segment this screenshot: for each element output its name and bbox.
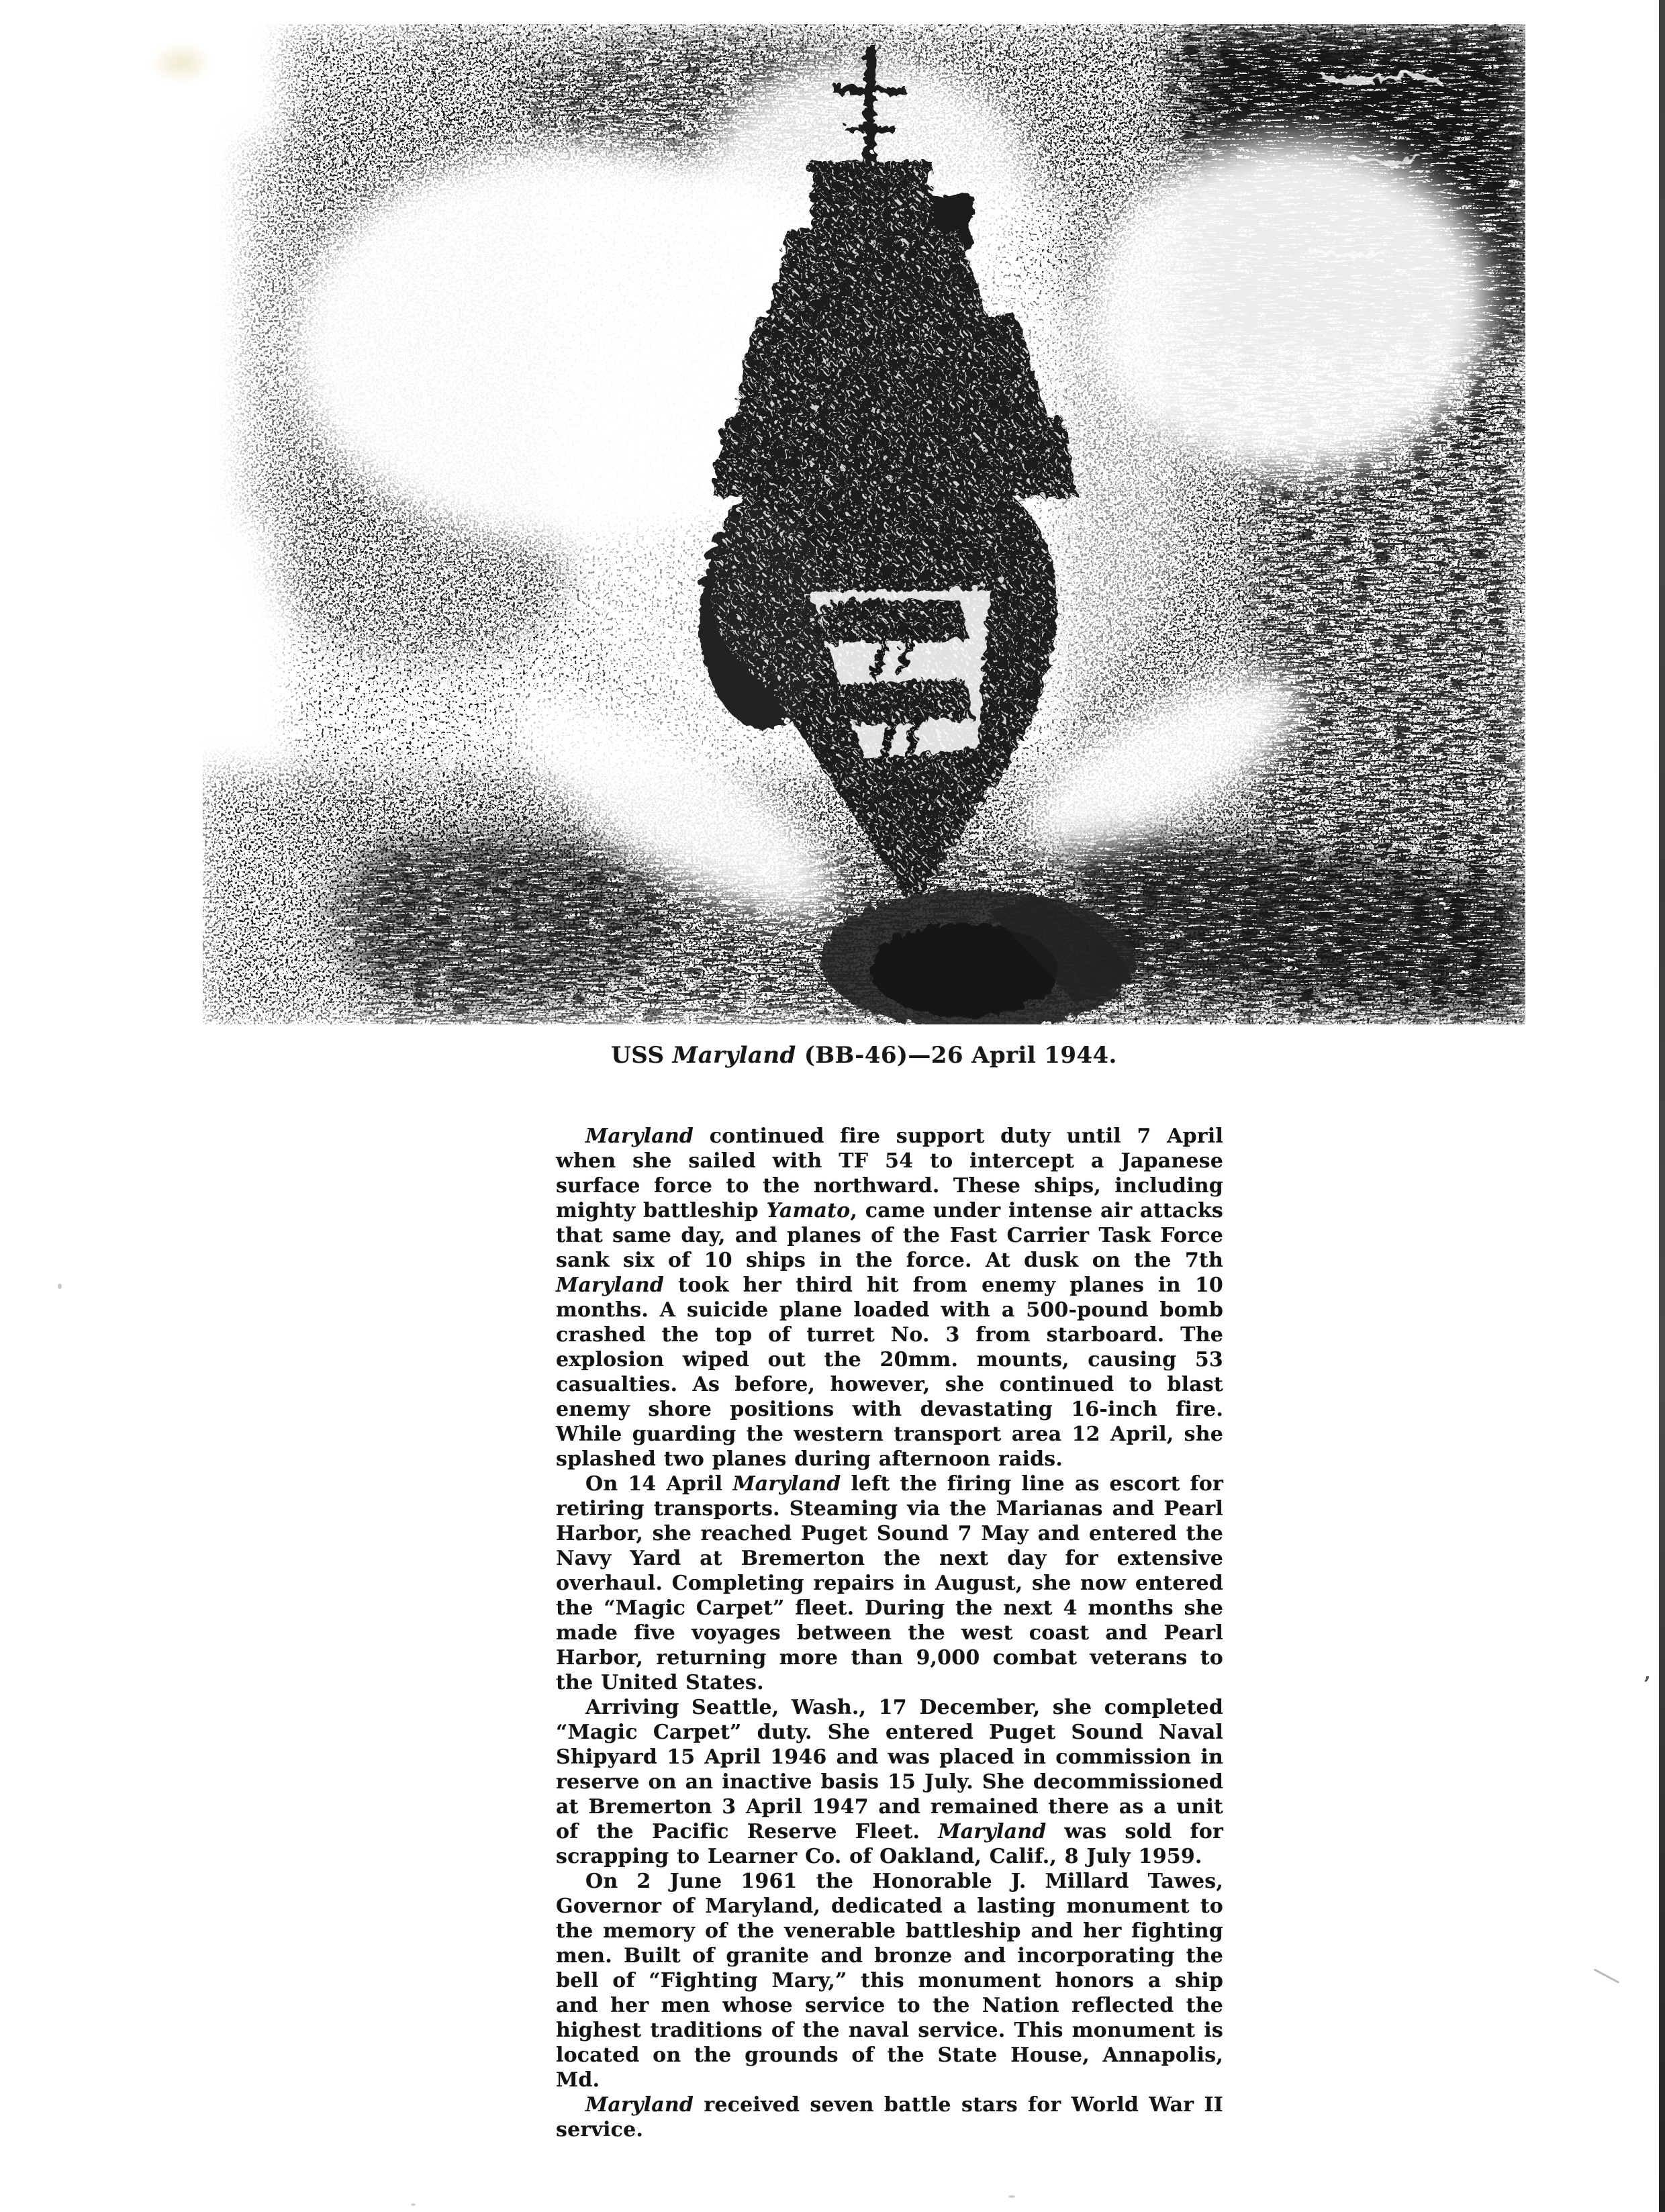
scan-speck <box>58 1284 62 1289</box>
text-run: USS <box>611 1042 673 1069</box>
text-run: received seven battle stars for World War II service. <box>556 2093 1223 2142</box>
text-run: left the firing line as escort for retiring transports. Steaming via the Marianas and Pearl Harbor, she reached Puget Sound 7 May and entered the Navy Yard at Bremerton the next day for extensive overhaul. Completing repairs in August, she now entered the “Magic Carpet” fleet. During the next 4 months she made five voyages between the west coast and Pearl Harbor, returning more than 9,000 combat veterans to the United States. <box>556 1472 1223 1694</box>
text-run: (BB-46)—26 April 1944. <box>796 1042 1117 1069</box>
italic-run: Maryland <box>672 1042 796 1069</box>
paragraph-decommission <box>556 1695 1223 1869</box>
italic-run: Maryland <box>556 1273 665 1297</box>
scan-speck <box>1008 2195 1015 2198</box>
text-run: was sold for scrapping to Learner Co. of Oakland, Calif., 8 July 1959. <box>556 1820 1223 1868</box>
italic-run: Maryland <box>585 2093 694 2117</box>
pencil-tick-mark <box>1594 1968 1619 1983</box>
text-run: Arriving Seattle, Wash., 17 December, she completed “Magic Carpet” duty. She entered Puget Sound Naval Shipyard 15 April 1946 and was placed in commission in reserve on an inactive basis 15 July. She decommissioned at Bremerton 3 April 1947 and remained there as a unit of the Pacific Reserve Fleet. <box>556 1696 1223 1843</box>
battleship-photo <box>203 24 1525 1024</box>
scan-edge-shadow <box>1659 0 1665 2212</box>
scan-speck <box>411 2203 416 2206</box>
text-run: continued fire support duty until 7 April when she sailed with TF 54 to intercept a Japanese surface force to the northward. These ships, including mighty battleship <box>556 1124 1223 1222</box>
italic-run: Maryland <box>938 1820 1047 1843</box>
battleship-photo-art <box>203 24 1525 1024</box>
italic-run: Maryland <box>732 1472 841 1496</box>
text-run: On 14 April <box>585 1472 733 1496</box>
photo-caption <box>203 1042 1525 1069</box>
paragraph-fire-support <box>556 1124 1223 1472</box>
italic-run: Yamato <box>766 1199 851 1222</box>
text-run: , came under intense air attacks that same day, and planes of the Fast Carrier Task Force sank six of 10 ships in the force. At dusk on the 7th <box>556 1199 1223 1272</box>
paper-smudge <box>149 42 213 85</box>
text-run: On 2 June 1961 the Honorable J. Millard Tawes, Governor of Maryland, dedicated a lasting monument to the memory of the venerable battleship and her fighting men. Built of granite and bronze and incorporating the bell of “Fighting Mary,” this monument honors a ship and her men whose service to the Nation reflected the highest traditions of the naval service. This monument is located on the grounds of the State House, Annapolis, Md. <box>556 1870 1223 2092</box>
italic-run: Maryland <box>585 1124 694 1148</box>
text-run: took her third hit from enemy planes in 10 months. A suicide plane loaded with a 500-pound bomb crashed the top of turret No. 3 from starboard. The explosion wiped out the 20mm. mounts, causing 53 casualties. As before, however, she continued to blast enemy shore positions with devastating 16-inch fire. While guarding the western transport area 12 April, she splashed two planes during afternoon raids. <box>556 1273 1223 1471</box>
paragraph-battle-stars <box>556 2093 1223 2142</box>
article-text <box>556 1124 1223 2142</box>
paragraph-monument <box>556 1869 1223 2093</box>
stray-quote-mark: ’ <box>1644 1673 1651 1696</box>
paragraph-magic-carpet <box>556 1472 1223 1695</box>
